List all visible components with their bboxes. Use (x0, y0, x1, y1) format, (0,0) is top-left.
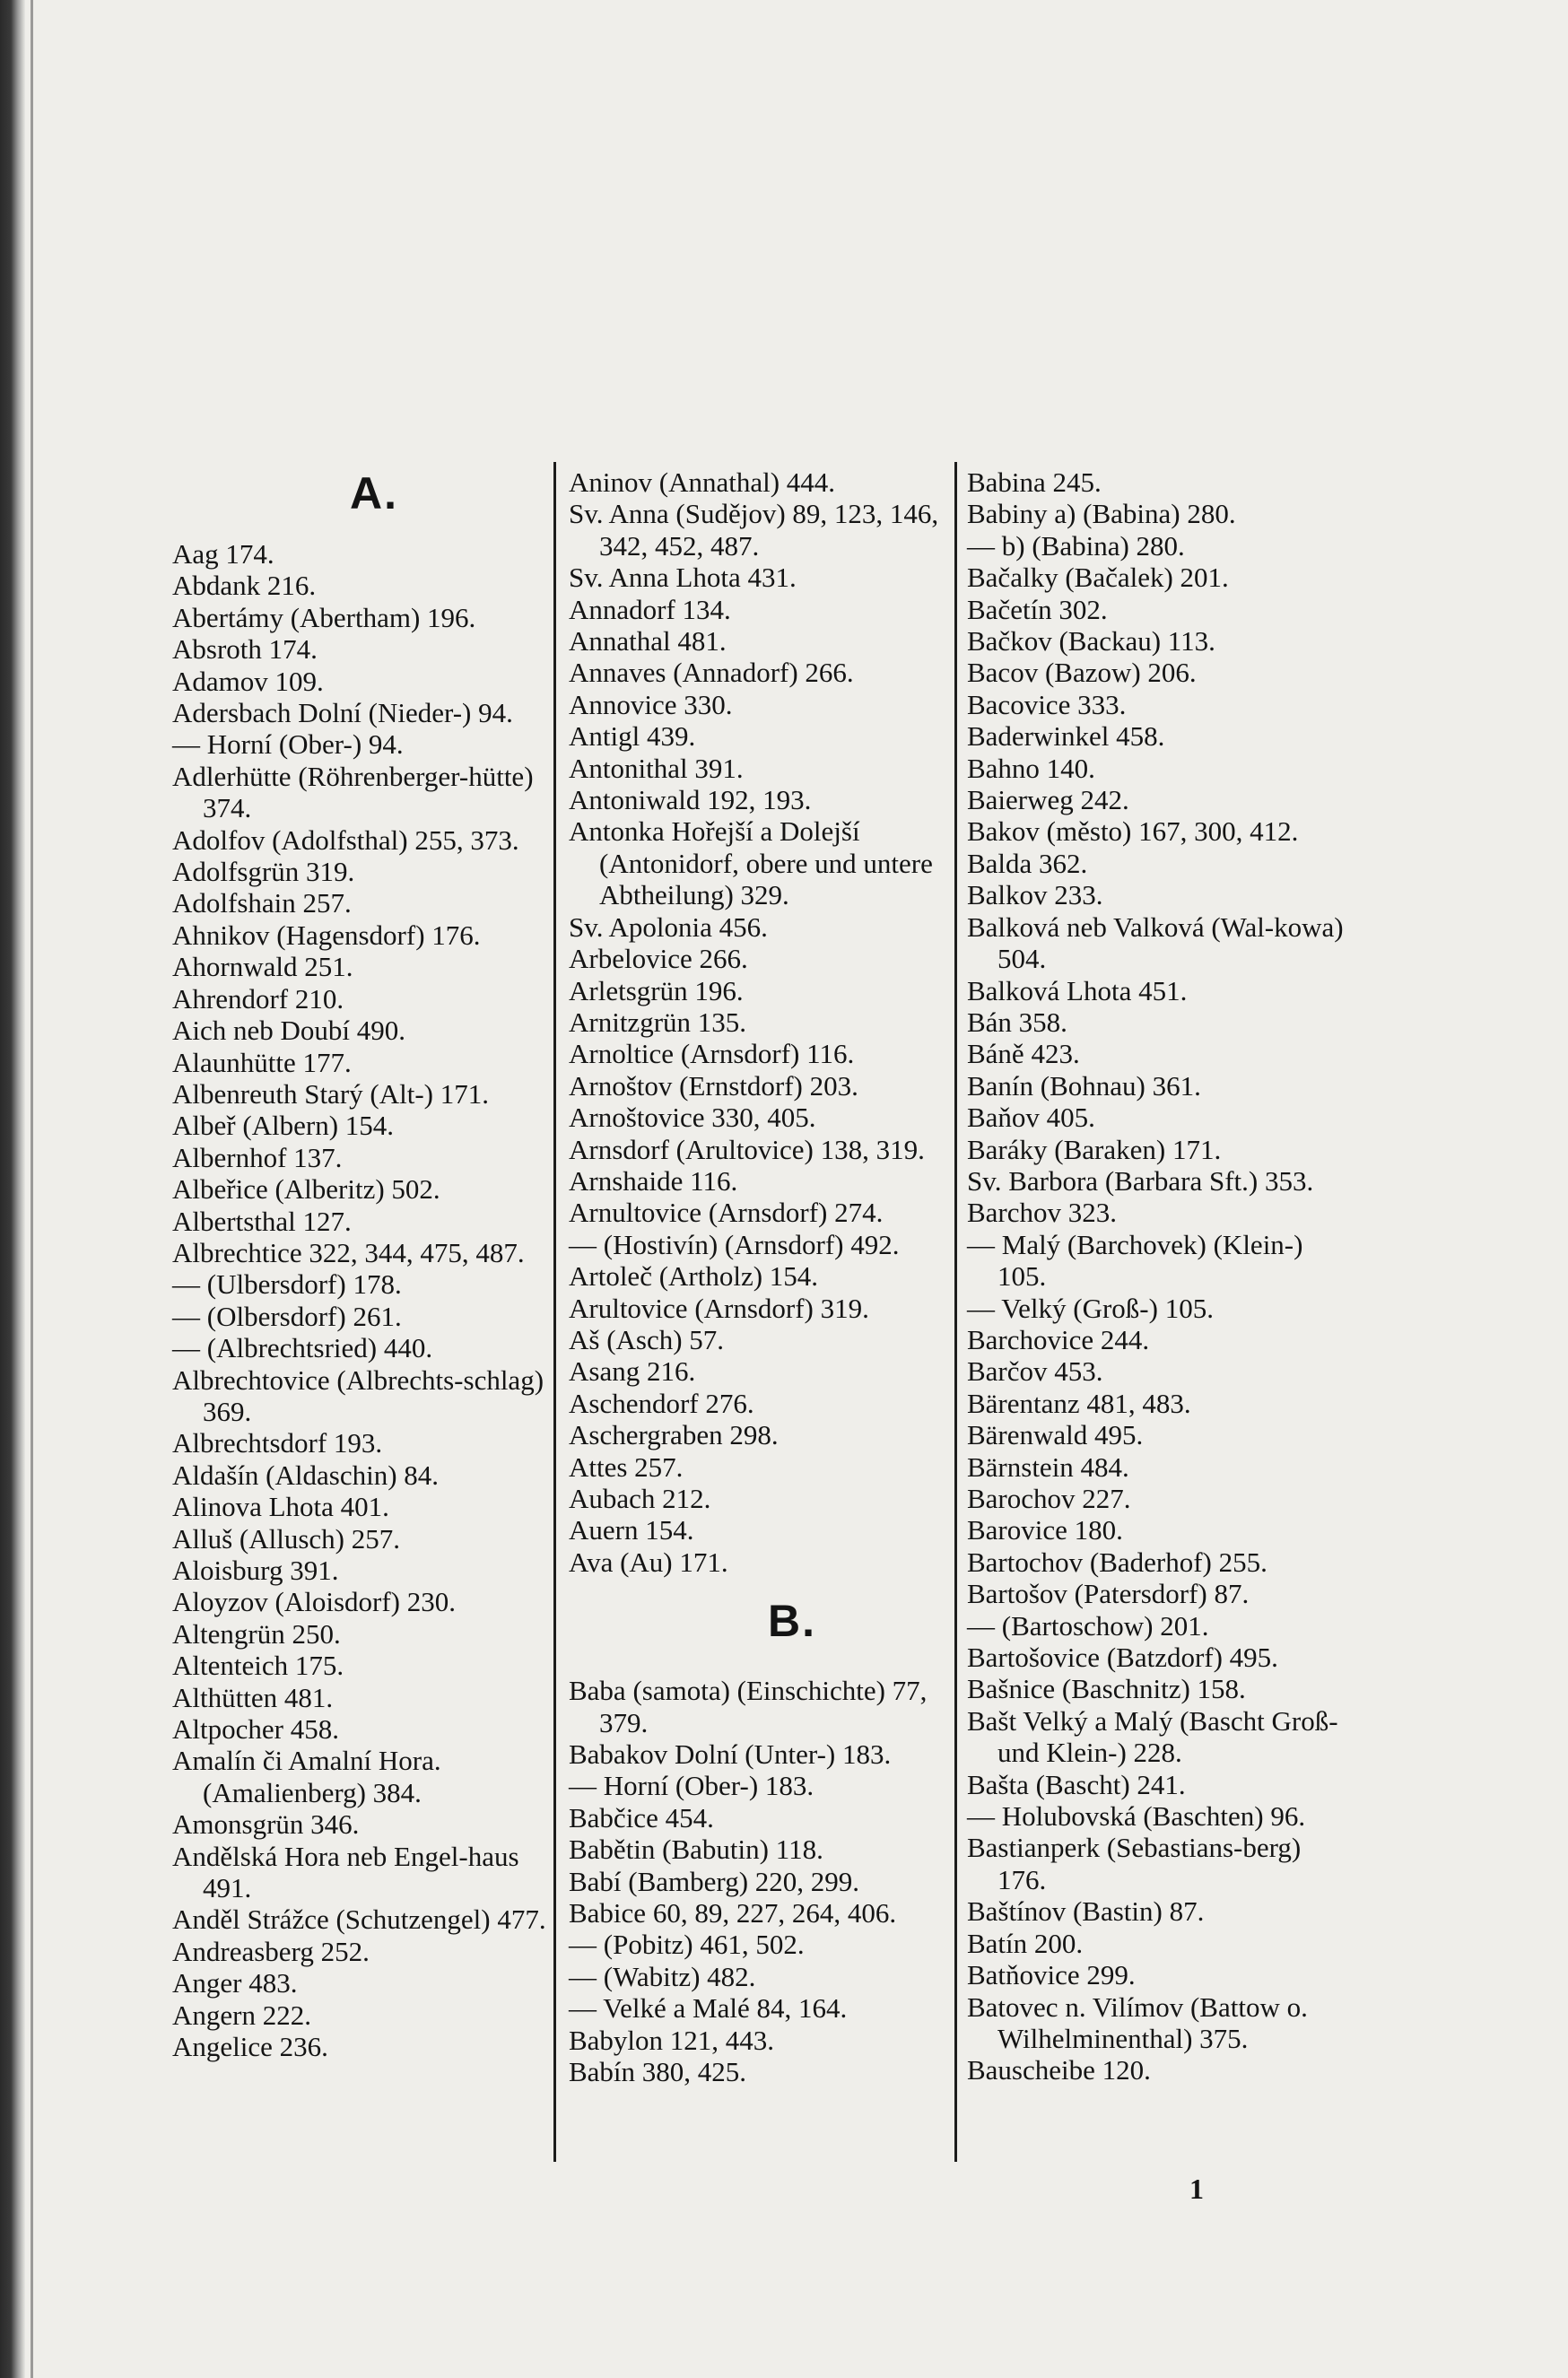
index-entry (967, 530, 1355, 562)
index-entry (569, 1929, 953, 1960)
index-entry (172, 1206, 558, 1237)
index-entry-text: Sv. Apolonia 456. (569, 910, 768, 943)
index-entry (172, 1555, 558, 1586)
index-entry-text: Antoniwald 192, 193. (569, 784, 812, 816)
index-entry (967, 1070, 1355, 1102)
index-entry-text: Bahno 140. (967, 752, 1095, 784)
index-entry-text: Bärnstein 484. (967, 1450, 1129, 1483)
index-entry (569, 1866, 953, 1897)
index-entry-text: Baráky (Baraken) 171. (967, 1133, 1222, 1165)
index-entry-text: Bašt Velký a Malý (Bascht Groß- und Klein-) 228. (967, 1704, 1346, 1769)
book-gutter (0, 0, 25, 2378)
index-entry-text: Asang 216. (569, 1355, 696, 1388)
index-entry-text: Amalín či Amalní Hora. (Amalienberg) 384. (172, 1745, 449, 1808)
index-entry (967, 1355, 1355, 1387)
index-entry (569, 2025, 953, 2056)
index-entry (967, 1229, 1355, 1293)
index-entry (569, 1514, 953, 1546)
index-entry (967, 1673, 1355, 1704)
index-entry (967, 1546, 1355, 1578)
index-entry-text: Babětin (Babutin) 118. (569, 1834, 823, 1866)
index-entry (172, 728, 558, 760)
index-entry (172, 1110, 558, 1141)
index-entry-text: Batín 200. (967, 1927, 1084, 1959)
index-entry (967, 1038, 1355, 1069)
index-entry (967, 784, 1355, 815)
index-entry-text: Baštínov (Bastin) 87. (967, 1895, 1205, 1928)
index-entry (967, 1419, 1355, 1450)
index-entry-text: — Holubovská (Baschten) 96. (967, 1800, 1306, 1833)
index-entry (569, 1324, 953, 1355)
index-entry (172, 1332, 558, 1363)
index-entry (569, 1419, 953, 1450)
index-entry-text: Bašnice (Baschnitz) 158. (967, 1673, 1246, 1705)
index-entry (967, 594, 1355, 625)
index-entry (967, 1293, 1355, 1324)
index-entry (967, 1769, 1355, 1800)
index-entry (569, 753, 953, 784)
index-entry (967, 1388, 1355, 1419)
index-entry (967, 1514, 1355, 1546)
index-entry-text: Bärentanz 481, 483. (967, 1387, 1191, 1419)
index-entry (569, 594, 953, 625)
index-entry (172, 761, 558, 824)
index-entry (172, 602, 558, 633)
index-entry-text: Ahornwald 251. (172, 951, 353, 983)
index-entry-text: Aloisburg 391. (172, 1555, 339, 1586)
index-entry-text: Adersbach Dolní (Nieder-) 94. (172, 697, 513, 729)
index-entry (967, 1800, 1355, 1832)
index-entry (967, 625, 1355, 657)
index-entry-text: Albrechtice 322, 344, 475, 487. (172, 1236, 525, 1268)
index-entry-text: Baderwinkel 458. (967, 720, 1165, 753)
index-entry-text: Adamov 109. (172, 665, 324, 697)
index-entry-text: Barochov 227. (967, 1483, 1131, 1514)
index-entry-text: Batňovice 299. (967, 1959, 1136, 1991)
index-entry-text: Babí (Bamberg) 220, 299. (569, 1865, 860, 1897)
index-entry-text: Antonithal 391. (569, 752, 744, 784)
index-entry (172, 824, 558, 856)
index-entry-text: Arbelovice 266. (569, 943, 748, 975)
index-entry (967, 848, 1355, 879)
index-entry (172, 1967, 558, 1999)
index-entry (967, 562, 1355, 593)
index-entry-text: Albrechtovice (Albrechts-schlag) 369. (172, 1363, 551, 1427)
index-entry (172, 1364, 558, 1428)
index-entry (569, 1675, 953, 1738)
index-entry-text: Albeřice (Alberitz) 502. (172, 1173, 440, 1206)
index-entry (569, 1006, 953, 1038)
index-entry (569, 1229, 953, 1260)
gutter-line (30, 0, 33, 2378)
index-entry (569, 689, 953, 720)
index-entry (172, 1427, 558, 1459)
index-column-2 (569, 466, 953, 2088)
index-entry-text: Balda 362. (967, 847, 1088, 879)
index-entry (967, 1483, 1355, 1514)
index-entry (569, 1802, 953, 1834)
index-entry-text: Annaves (Annadorf) 266. (569, 657, 854, 689)
index-entry (569, 1897, 953, 1929)
index-entry (569, 1451, 953, 1483)
index-entry (967, 1610, 1355, 1642)
index-entry-text: Bán 358. (967, 1006, 1067, 1038)
index-entry (967, 1006, 1355, 1038)
index-entry (967, 1165, 1355, 1197)
index-entry (967, 1959, 1355, 1990)
index-entry (569, 2056, 953, 2087)
index-entry-text: Aag 174. (172, 538, 274, 570)
index-entry-text: Alaunhütte 177. (172, 1046, 352, 1078)
index-entry-text: Bašta (Bascht) 241. (967, 1768, 1186, 1800)
index-entry-text: Arultovice (Arnsdorf) 319. (569, 1292, 869, 1324)
index-entry (569, 1961, 953, 1992)
index-entry-text: Anděl Strážce (Schutzengel) 477. (172, 1903, 546, 1936)
index-entry-text: Andělská Hora neb Engel-haus 491. (172, 1840, 527, 1904)
index-entry (172, 951, 558, 982)
index-entry-text: Aich neb Doubí 490. (172, 1015, 406, 1047)
index-entry-text: Annadorf 134. (569, 593, 731, 625)
page-number: 1 (1189, 2173, 1204, 2205)
index-entry-text: — (Bartoschow) 201. (967, 1609, 1209, 1642)
entry-list-col2-a (569, 466, 953, 1578)
index-entry-text: Absroth 174. (172, 633, 318, 666)
index-entry-text: Anger 483. (172, 1967, 298, 1999)
index-entry-text: Adlerhütte (Röhrenberger-hütte) 374. (172, 760, 541, 824)
index-entry (172, 887, 558, 919)
index-entry (569, 1738, 953, 1770)
index-entry (967, 1578, 1355, 1609)
index-entry (967, 1928, 1355, 1959)
index-entry (569, 975, 953, 1006)
index-entry-text: — (Hostivín) (Arnsdorf) 492. (569, 1228, 900, 1260)
index-entry-text: — (Albrechtsried) 440. (172, 1332, 433, 1364)
index-entry-text: Babčice 454. (569, 1801, 714, 1834)
index-entry (172, 633, 558, 665)
index-entry (967, 720, 1355, 752)
index-entry-text: Adolfov (Adolfsthal) 255, 373. (172, 823, 519, 856)
index-entry (569, 815, 953, 910)
index-entry-text: Adolfshain 257. (172, 887, 352, 919)
index-entry-text: Abdank 216. (172, 570, 317, 602)
index-entry-text: Angelice 236. (172, 2031, 328, 2063)
index-entry-text: — Horní (Ober-) 94. (172, 728, 404, 761)
index-entry (569, 1070, 953, 1102)
index-entry (172, 2031, 558, 2062)
index-entry (569, 498, 953, 562)
index-entry (172, 856, 558, 887)
index-entry-text: Babina 245. (967, 466, 1102, 498)
index-entry (172, 919, 558, 951)
index-entry (569, 1770, 953, 1801)
index-entry-text: Andreasberg 252. (172, 1935, 370, 1967)
index-entry-text: Baierweg 242. (967, 784, 1129, 816)
index-entry (967, 1324, 1355, 1355)
entry-list-col2-b (569, 1675, 953, 2087)
index-entry-text: Barchov 323. (967, 1197, 1118, 1229)
index-entry-text: Altenteich 175. (172, 1650, 344, 1682)
index-entry (172, 1078, 558, 1110)
index-entry-text: Aldašín (Aldaschin) 84. (172, 1459, 440, 1491)
index-entry (569, 1834, 953, 1865)
index-entry-text: Adolfsgrün 319. (172, 856, 355, 888)
index-entry (172, 1459, 558, 1491)
index-entry-text: Annathal 481. (569, 625, 727, 658)
index-entry-text: Albernhof 137. (172, 1141, 343, 1173)
index-entry-text: Barovice 180. (967, 1514, 1123, 1546)
index-entry-text: Arnitzgrün 135. (569, 1006, 747, 1038)
index-entry-text: Attes 257. (569, 1450, 684, 1483)
index-entry (967, 2054, 1355, 2086)
entry-list-col1 (172, 538, 558, 2063)
index-entry-text: Babiny a) (Babina) 280. (967, 498, 1236, 530)
index-entry (967, 466, 1355, 498)
index-entry-text: — Velké a Malé 84, 164. (569, 1992, 848, 2025)
index-entry-text: Albertsthal 127. (172, 1205, 352, 1237)
index-entry-text: Balkov 233. (967, 879, 1103, 911)
column-divider-2 (954, 462, 957, 2162)
index-entry (569, 1388, 953, 1419)
index-entry-text: Bačetín 302. (967, 593, 1108, 625)
index-entry-text: Balková Lhota 451. (967, 974, 1188, 1006)
index-entry (172, 1586, 558, 1617)
index-entry (569, 1483, 953, 1514)
index-entry-text: — Malý (Barchovek) (Klein-) 105. (967, 1228, 1311, 1293)
index-entry (569, 657, 953, 688)
index-entry-text: Sv. Barbora (Barbara Sft.) 353. (967, 1164, 1314, 1197)
index-entry (172, 1142, 558, 1173)
index-entry (569, 911, 953, 943)
index-entry-text: Aloyzov (Aloisdorf) 230. (172, 1586, 456, 1618)
index-entry-text: Arnoltice (Arnsdorf) 116. (569, 1038, 855, 1070)
index-entry (172, 1268, 558, 1300)
index-entry (172, 1015, 558, 1046)
index-entry (172, 1173, 558, 1205)
index-entry-text: Ahrendorf 210. (172, 982, 344, 1015)
index-entry (569, 562, 953, 593)
index-entry (967, 1991, 1355, 2055)
index-entry-text: Ahnikov (Hagensdorf) 176. (172, 919, 481, 951)
index-entry-text: Alinova Lhota 401. (172, 1491, 389, 1523)
index-entry-text: Antigl 439. (569, 720, 696, 753)
index-entry (172, 1808, 558, 1840)
index-entry (172, 1903, 558, 1935)
index-entry-text: Auern 154. (569, 1514, 694, 1546)
index-entry (967, 753, 1355, 784)
entry-list-col3 (967, 466, 1355, 2086)
index-entry (967, 815, 1355, 847)
index-entry-text: Sv. Anna (Sudějov) 89, 123, 146, 342, 452, 487. (569, 498, 945, 562)
index-entry-text: Artoleč (Artholz) 154. (569, 1260, 819, 1293)
index-entry (967, 911, 1355, 975)
index-entry-text: Annovice 330. (569, 688, 733, 720)
index-entry-text: Bastianperk (Sebastians-berg) 176. (967, 1832, 1308, 1895)
index-entry-text: Aubach 212. (569, 1483, 711, 1514)
index-entry (967, 657, 1355, 688)
index-entry-text: — Horní (Ober-) 183. (569, 1770, 814, 1802)
index-entry-text: Babín 380, 425. (569, 2056, 747, 2088)
index-entry (967, 498, 1355, 529)
index-entry (569, 720, 953, 752)
index-entry-text: — (Pobitz) 461, 502. (569, 1929, 805, 1961)
index-entry-text: Bakov (město) 167, 300, 412. (967, 815, 1299, 848)
index-entry-text: Aschergraben 298. (569, 1419, 779, 1451)
index-entry-text: Babakov Dolní (Unter-) 183. (569, 1738, 892, 1771)
index-entry (569, 1038, 953, 1069)
index-entry (569, 784, 953, 815)
index-entry (172, 1237, 558, 1268)
index-entry-text: Albrechtsdorf 193. (172, 1427, 383, 1459)
index-entry (967, 1705, 1355, 1769)
index-entry-text: Arnshaide 116. (569, 1164, 738, 1197)
index-entry-text: Baba (samota) (Einschichte) 77, 379. (569, 1675, 935, 1738)
index-entry (569, 1102, 953, 1133)
index-entry-text: Bacov (Bazow) 206. (967, 657, 1197, 689)
index-entry-text: Bartošov (Patersdorf) 87. (967, 1578, 1250, 1610)
index-entry-text: Arnoštovice 330, 405. (569, 1102, 816, 1134)
index-entry-text: Antonka Hořejší a Dolejší (Antonidorf, obere und untere Abtheilung) 329. (569, 815, 938, 911)
index-entry (172, 1841, 558, 1904)
index-entry (172, 1999, 558, 2031)
index-entry (569, 1197, 953, 1228)
index-entry (172, 1682, 558, 1713)
index-entry (967, 879, 1355, 910)
index-entry-text: Bačalky (Bačalek) 201. (967, 562, 1229, 594)
index-entry-text: Bartochov (Baderhof) 255. (967, 1546, 1267, 1578)
index-entry-text: — b) (Babina) 280. (967, 529, 1185, 562)
index-entry-text: Aschendorf 276. (569, 1387, 754, 1419)
index-entry (172, 1618, 558, 1650)
section-heading-a: A. (350, 468, 398, 518)
index-entry (172, 1936, 558, 1967)
index-entry-text: Altpocher 458. (172, 1713, 339, 1746)
index-entry (967, 1451, 1355, 1483)
section-heading-b: B. (768, 1596, 816, 1647)
index-entry-text: Angern 222. (172, 1999, 311, 2031)
index-entry-text: — (Wabitz) 482. (569, 1960, 756, 1992)
index-entry (172, 1491, 558, 1522)
index-entry (569, 1293, 953, 1324)
index-entry (172, 570, 558, 601)
index-entry-text: Abertámy (Abertham) 196. (172, 601, 476, 633)
index-entry (172, 1745, 558, 1808)
index-entry (967, 1895, 1355, 1927)
index-entry (569, 1546, 953, 1578)
index-entry (569, 1355, 953, 1387)
index-entry-text: — (Ulbersdorf) 178. (172, 1268, 402, 1301)
index-entry (967, 1832, 1355, 1895)
index-entry (967, 1642, 1355, 1673)
index-entry (569, 943, 953, 974)
index-entry-text: Albenreuth Starý (Alt-) 171. (172, 1077, 489, 1110)
index-entry (172, 1047, 558, 1078)
index-entry-text: Babice 60, 89, 227, 264, 406. (569, 1897, 897, 1929)
index-entry (569, 1992, 953, 2024)
index-entry (172, 697, 558, 728)
index-entry-text: Babylon 121, 443. (569, 2024, 775, 2056)
index-entry (172, 1650, 558, 1681)
index-entry-text: Banín (Bohnau) 361. (967, 1069, 1201, 1102)
index-entry-text: Aninov (Annathal) 444. (569, 466, 836, 498)
index-entry-text: Bartošovice (Batzdorf) 495. (967, 1642, 1278, 1674)
index-entry-text: Batovec n. Vilímov (Battow o. Wilhelminenthal) 375. (967, 1990, 1315, 2054)
index-entry (967, 689, 1355, 720)
index-entry (569, 1260, 953, 1292)
index-entry-text: Arletsgrün 196. (569, 974, 744, 1006)
index-entry-text: Arnultovice (Arnsdorf) 274. (569, 1197, 884, 1229)
index-entry-text: — Velký (Groß-) 105. (967, 1292, 1214, 1324)
index-entry (967, 1134, 1355, 1165)
index-entry-text: Aš (Asch) 57. (569, 1323, 725, 1355)
index-entry-text: Bacovice 333. (967, 688, 1127, 720)
index-entry (172, 1301, 558, 1332)
index-column-3 (967, 466, 1355, 2086)
index-entry-text: Althütten 481. (172, 1681, 334, 1713)
index-entry-text: Albeř (Albern) 154. (172, 1110, 395, 1142)
index-entry-text: Barchovice 244. (967, 1323, 1150, 1355)
index-entry (967, 1197, 1355, 1228)
index-entry-text: Bauscheibe 120. (967, 2054, 1151, 2086)
index-entry (172, 538, 558, 570)
index-entry (172, 666, 558, 697)
index-entry (569, 1165, 953, 1197)
index-entry-text: Barčov 453. (967, 1355, 1103, 1388)
index-entry (569, 466, 953, 498)
index-entry (172, 1713, 558, 1745)
index-entry (967, 975, 1355, 1006)
index-entry (569, 625, 953, 657)
index-entry-text: Arnsdorf (Arultovice) 138, 319. (569, 1133, 925, 1165)
index-entry-text: Altengrün 250. (172, 1617, 341, 1650)
index-entry-text: Amonsgrün 346. (172, 1808, 360, 1841)
index-entry-text: — (Olbersdorf) 261. (172, 1300, 402, 1332)
index-entry-text: Arnoštov (Ernstdorf) 203. (569, 1069, 858, 1102)
index-entry-text: Sv. Anna Lhota 431. (569, 562, 797, 594)
index-entry-text: Balková neb Valková (Wal-kowa) 504. (967, 910, 1351, 975)
index-entry (172, 1523, 558, 1555)
index-entry-text: Bačkov (Backau) 113. (967, 625, 1215, 658)
index-entry-text: Alluš (Allusch) 257. (172, 1522, 401, 1555)
index-entry-text: Bärenwald 495. (967, 1419, 1144, 1451)
index-entry (172, 983, 558, 1015)
index-entry-text: Baňov 405. (967, 1102, 1095, 1134)
index-entry (569, 1134, 953, 1165)
index-entry-text: Ava (Au) 171. (569, 1546, 728, 1578)
index-column-1 (172, 466, 558, 2063)
index-entry (967, 1102, 1355, 1133)
index-entry-text: Báně 423. (967, 1038, 1080, 1070)
